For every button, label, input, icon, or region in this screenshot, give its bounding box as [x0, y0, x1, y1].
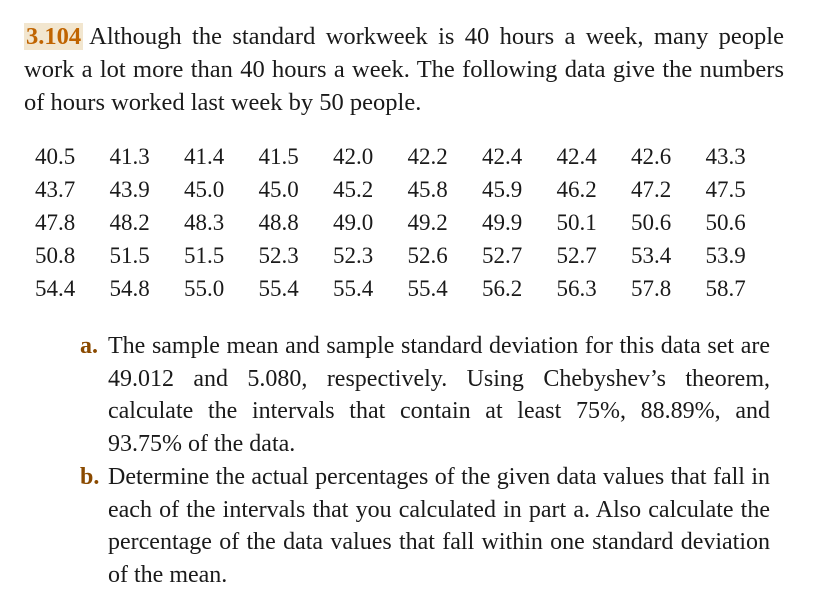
data-value: 45.0 [184, 177, 225, 202]
part-a [80, 330, 770, 460]
data-value: 50.6 [705, 210, 746, 235]
data-value: 45.9 [482, 177, 523, 202]
data-value: 52.7 [556, 243, 597, 268]
exercise-number: 3.104 [26, 23, 82, 50]
part-a-text: The sample mean and sample standard deviation for this data set are 49.012 and 5.080, respectively. Using Chebyshev’s theorem, calculate the intervals that contain at least 75%, 88.89%, and 93.75% of the data. [108, 333, 770, 457]
data-value: 45.8 [407, 177, 448, 202]
data-value: 48.2 [109, 210, 150, 235]
data-value: 52.7 [482, 243, 523, 268]
data-value: 53.9 [705, 243, 746, 268]
data-value: 48.8 [258, 210, 299, 235]
data-value: 40.5 [35, 144, 76, 169]
data-value: 51.5 [109, 243, 150, 268]
data-value: 57.8 [631, 276, 672, 301]
data-value: 42.2 [407, 144, 448, 169]
part-b [80, 461, 770, 591]
data-value: 50.8 [35, 243, 76, 268]
data-value: 47.8 [35, 210, 76, 235]
data-row [35, 239, 780, 272]
data-value: 52.6 [407, 243, 448, 268]
data-value: 45.2 [333, 177, 374, 202]
data-value: 54.4 [35, 276, 76, 301]
exercise-statement [24, 20, 784, 119]
data-table-body [35, 140, 780, 305]
data-value: 56.2 [482, 276, 523, 301]
data-value: 55.0 [184, 276, 225, 301]
data-value: 58.7 [705, 276, 746, 301]
data-row [35, 206, 780, 239]
data-value: 42.6 [631, 144, 672, 169]
data-value: 51.5 [184, 243, 225, 268]
data-value: 52.3 [258, 243, 299, 268]
data-row [35, 173, 780, 206]
data-value: 48.3 [184, 210, 225, 235]
part-a-label: a. [80, 333, 98, 359]
data-row [35, 140, 780, 173]
clipped-next-line [0, 592, 820, 610]
data-value: 55.4 [407, 276, 448, 301]
clipped-previous-line [0, 0, 820, 4]
data-value: 50.6 [631, 210, 672, 235]
data-value: 53.4 [631, 243, 672, 268]
data-value: 42.4 [556, 144, 597, 169]
exercise-text: Although the standard workweek is 40 hours a week, many people work a lot more than 40 hours a week. The following data give the numbers of hours worked last week by 50 people. [24, 23, 784, 116]
data-value: 42.4 [482, 144, 523, 169]
data-value: 41.5 [258, 144, 299, 169]
data-value: 52.3 [333, 243, 374, 268]
hours-data-table [35, 140, 780, 305]
data-value: 49.9 [482, 210, 523, 235]
data-value: 54.8 [109, 276, 150, 301]
data-value: 42.0 [333, 144, 374, 169]
data-value: 43.7 [35, 177, 76, 202]
data-value: 43.3 [705, 144, 746, 169]
data-value: 55.4 [333, 276, 374, 301]
data-value: 46.2 [556, 177, 597, 202]
data-value: 49.0 [333, 210, 374, 235]
data-row [35, 272, 780, 305]
data-value: 55.4 [258, 276, 299, 301]
data-value: 47.2 [631, 177, 672, 202]
data-value: 43.9 [109, 177, 150, 202]
data-value: 50.1 [556, 210, 597, 235]
part-b-text: Determine the actual percentages of the given data values that fall in each of the intervals that you calculated in part a. Also calculate the percentage of the data values that fall within one standard deviation of the mean. [108, 464, 770, 588]
data-value: 41.4 [184, 144, 225, 169]
data-value: 45.0 [258, 177, 299, 202]
part-b-label: b. [80, 464, 100, 490]
data-value: 47.5 [705, 177, 746, 202]
data-value: 41.3 [109, 144, 150, 169]
data-value: 49.2 [407, 210, 448, 235]
data-value: 56.3 [556, 276, 597, 301]
